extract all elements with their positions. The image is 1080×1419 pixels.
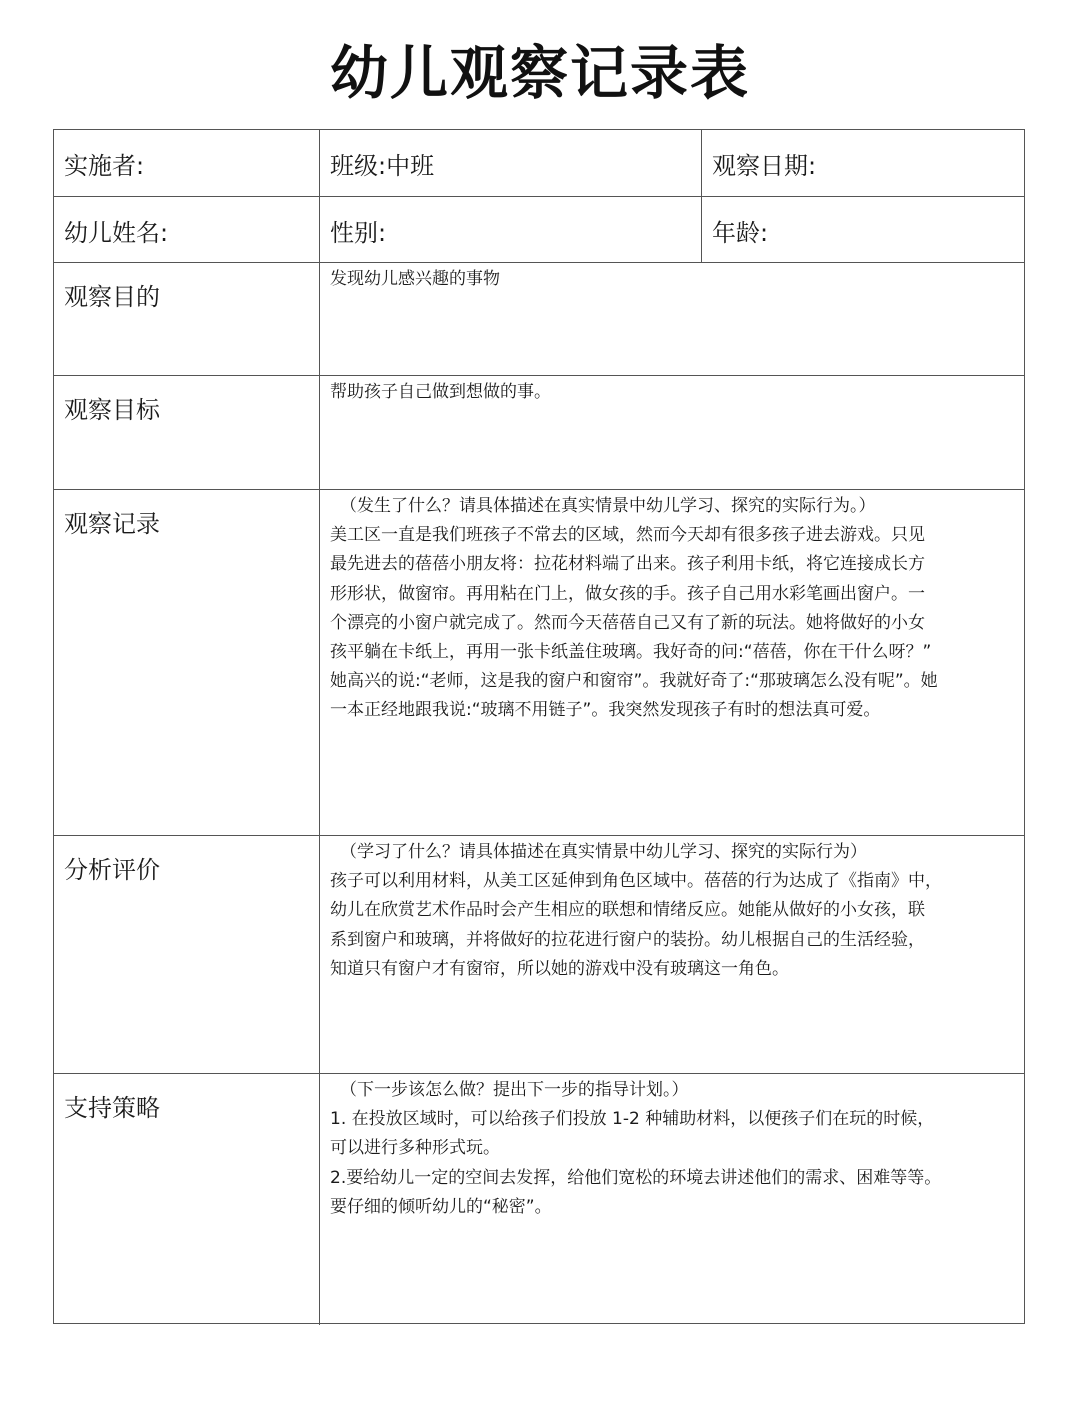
age-field[interactable]: 年龄: — [701, 197, 1026, 262]
strategy-prompt: （下一步该怎么做？提出下一步的指导计划。） — [340, 1080, 689, 1100]
record-row — [54, 489, 1024, 835]
record-line: 孩平躺在卡纸上，再用一张卡纸盖住玻璃。我好奇的问:“蓓蓓，你在干什么呀？” — [330, 642, 932, 663]
strategy-line: 要仔细的倾听幼儿的“秘密”。 — [330, 1196, 552, 1217]
header-row-1 — [54, 130, 1024, 196]
observation-form — [53, 129, 1025, 1324]
record-line: 美工区一直是我们班孩子不常去的区域，然而今天却有很多孩子进去游戏。只见 — [330, 525, 925, 546]
record-prompt: （发生了什么？请具体描述在真实情景中幼儿学习、探究的实际行为。） — [340, 496, 876, 516]
analysis-line: 孩子可以利用材料，从美工区延伸到角色区域中。蓓蓓的行为达成了《指南》中， — [330, 871, 942, 892]
purpose-row — [54, 262, 1024, 375]
analysis-line: 系到窗户和玻璃，并将做好的拉花进行窗户的装扮。幼儿根据自己的生活经验， — [330, 929, 925, 950]
strategy-line: 可以进行多种形式玩。 — [330, 1138, 500, 1159]
implementer-field[interactable]: 实施者: — [64, 152, 145, 180]
record-line: 个漂亮的小窗户就完成了。然而今天蓓蓓自己又有了新的玩法。她将做好的小女 — [330, 612, 925, 633]
purpose-content[interactable] — [319, 263, 1026, 375]
goal-row — [54, 375, 1024, 489]
page-title: 幼儿观察记录表 — [329, 39, 750, 107]
analysis-row — [54, 835, 1024, 1073]
record-line: 她高兴的说:“老师，这是我的窗户和窗帘”。我就好奇了:“那玻璃怎么没有呢”。她 — [330, 671, 938, 692]
analysis-line: 幼儿在欣赏艺术作品时会产生相应的联想和情绪反应。她能从做好的小女孩，联 — [330, 900, 925, 921]
goal-label: 观察目标 — [64, 396, 160, 424]
strategy-row — [54, 1073, 1024, 1325]
record-content[interactable] — [319, 490, 1026, 835]
header-row-2 — [54, 196, 1024, 262]
analysis-label: 分析评价 — [64, 856, 160, 884]
record-line: 形形状，做窗帘。再用粘在门上，做女孩的手。孩子自己用水彩笔画出窗户。一 — [330, 583, 925, 604]
goal-text: 帮助孩子自己做到想做的事。 — [330, 382, 551, 402]
strategy-label: 支持策略 — [64, 1094, 160, 1122]
record-label: 观察记录 — [64, 510, 160, 538]
strategy-content[interactable] — [319, 1074, 1026, 1325]
analysis-prompt: （学习了什么？请具体描述在真实情景中幼儿学习、探究的实际行为） — [340, 842, 867, 862]
class-field[interactable]: 班级:中班 — [319, 130, 701, 196]
purpose-text: 发现幼儿感兴趣的事物 — [330, 269, 500, 289]
strategy-line: 1. 在投放区域时，可以给孩子们投放 1-2 种辅助材料，以便孩子们在玩的时候， — [330, 1109, 935, 1130]
gender-field[interactable]: 性别: — [319, 197, 701, 262]
observation-date-field[interactable]: 观察日期: — [701, 130, 1026, 196]
purpose-label: 观察目的 — [64, 283, 160, 311]
record-line: 最先进去的蓓蓓小朋友将：拉花材料端了出来。孩子利用卡纸，将它连接成长方 — [330, 554, 925, 575]
strategy-line: 2.要给幼儿一定的空间去发挥，给他们宽松的环境去讲述他们的需求、困难等等。 — [330, 1167, 942, 1188]
child-name-field[interactable]: 幼儿姓名: — [64, 219, 169, 247]
goal-content[interactable] — [319, 376, 1026, 489]
analysis-line: 知道只有窗户才有窗帘，所以她的游戏中没有玻璃这一角色。 — [330, 958, 789, 979]
analysis-content[interactable] — [319, 836, 1026, 1073]
record-line: 一本正经地跟我说:“玻璃不用链子”。我突然发现孩子有时的想法真可爱。 — [330, 700, 881, 721]
